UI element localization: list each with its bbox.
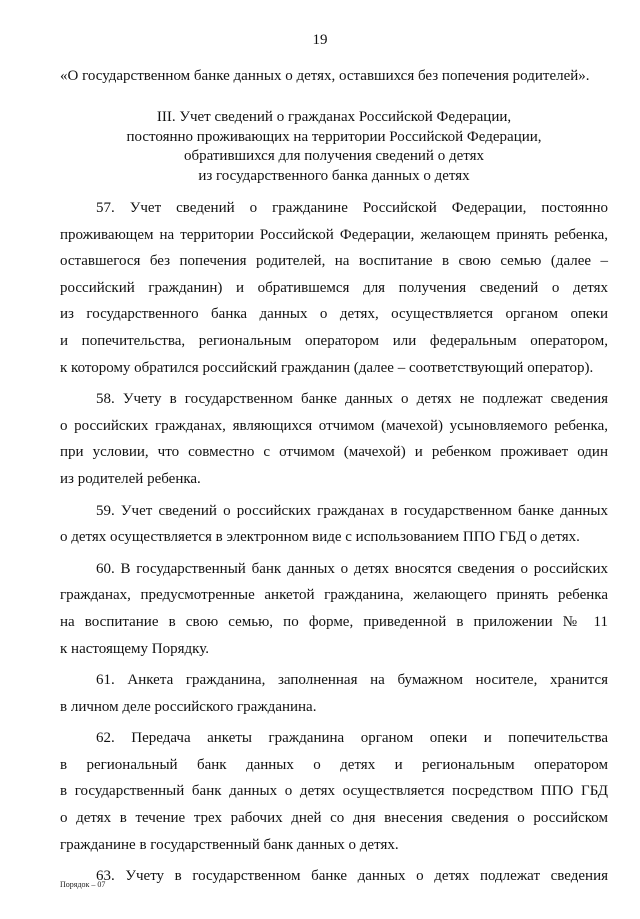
paragraph: [60, 725, 608, 858]
paragraph: [60, 863, 608, 890]
paragraph: [60, 195, 608, 381]
paragraph-line: о детях в течение трех рабочих дней со дня внесения сведения о российском: [60, 810, 608, 827]
paragraph-line: в личном деле российского гражданина.: [60, 698, 317, 715]
paragraph-line: и попечительства, региональным оператором или федеральным оператором,: [60, 332, 608, 349]
paragraph-line: 61. Анкета гражданина, заполненная на бумажном носителе, хранится: [96, 672, 608, 689]
continuation-line: «О государственном банке данных о детях, оставшихся без попечения родителей».: [60, 68, 590, 84]
paragraph-line: из родителей ребенка.: [60, 470, 201, 487]
paragraph-line: российский гражданин) и обратившемся для получения сведений о детях: [60, 279, 608, 296]
paragraph-line: гражданине в государственный банк данных о детях.: [60, 836, 399, 853]
paragraph-line: из государственного банка данных о детях, осуществляется органом опеки: [60, 306, 608, 323]
section-heading-line: постоянно проживающих на территории Российской Федерации,: [126, 128, 542, 145]
paragraph-line: к которому обратился российский гражданин (далее – соответствующий оператор).: [60, 359, 594, 376]
paragraph-line: о российских гражданах, являющихся отчимом (мачехой) усыновляемого ребенка,: [60, 417, 608, 434]
paragraph-line: 59. Учет сведений о российских гражданах в государственном банке данных: [96, 502, 608, 519]
paragraph-line: при условии, что совместно с отчимом (мачехой) и ребенком проживает один: [60, 444, 608, 461]
paragraph-line: 60. В государственный банк данных о детях вносятся сведения о российских: [96, 560, 608, 577]
section-heading-line: из государственного банка данных о детях: [198, 167, 470, 184]
page-number: 19: [312, 32, 328, 48]
paragraph-line: 62. Передача анкеты гражданина органом опеки и попечительства: [96, 730, 608, 747]
paragraph-line: 57. Учет сведений о гражданине Российской Федерации, постоянно: [96, 200, 608, 216]
paragraph: [60, 386, 608, 492]
paragraph: [60, 556, 608, 662]
paragraph-line: 63. Учету в государственном банке данных о детях подлежат сведения: [96, 868, 608, 885]
paragraph-line: в государственный банк данных о детях осуществляется посредством ППО ГБД: [60, 783, 608, 800]
paragraph-line: о детях осуществляется в электронном виде с использованием ППО ГБД о детях.: [60, 529, 580, 546]
section-heading-line: III. Учет сведений о гражданах Российской Федерации,: [156, 109, 512, 125]
section-heading: [60, 108, 608, 186]
footer-label: Порядок – 07: [60, 880, 106, 889]
paragraph: [60, 667, 608, 720]
section-heading-line: обратившихся для получения сведений о детях: [183, 148, 485, 164]
paragraph: [60, 498, 608, 551]
paragraph-line: оставшегося без попечения родителей, на воспитание в свою семью (далее –: [60, 253, 608, 270]
paragraph-line: в региональный банк данных о детях и региональным оператором: [60, 756, 608, 773]
body-text: [60, 195, 608, 895]
paragraph-line: проживающем на территории Российской Федерации, желающем принять ребенка,: [60, 226, 608, 243]
paragraph-line: 58. Учету в государственном банке данных о детях не подлежат сведения: [96, 391, 608, 408]
paragraph-line: на воспитание в свою семью, по форме, приведенной в приложении № 11: [60, 613, 608, 630]
paragraph-line: к настоящему Порядку.: [60, 640, 209, 657]
paragraph-line: гражданах, предусмотренные анкетой гражданина, желающего принять ребенка: [60, 587, 608, 604]
